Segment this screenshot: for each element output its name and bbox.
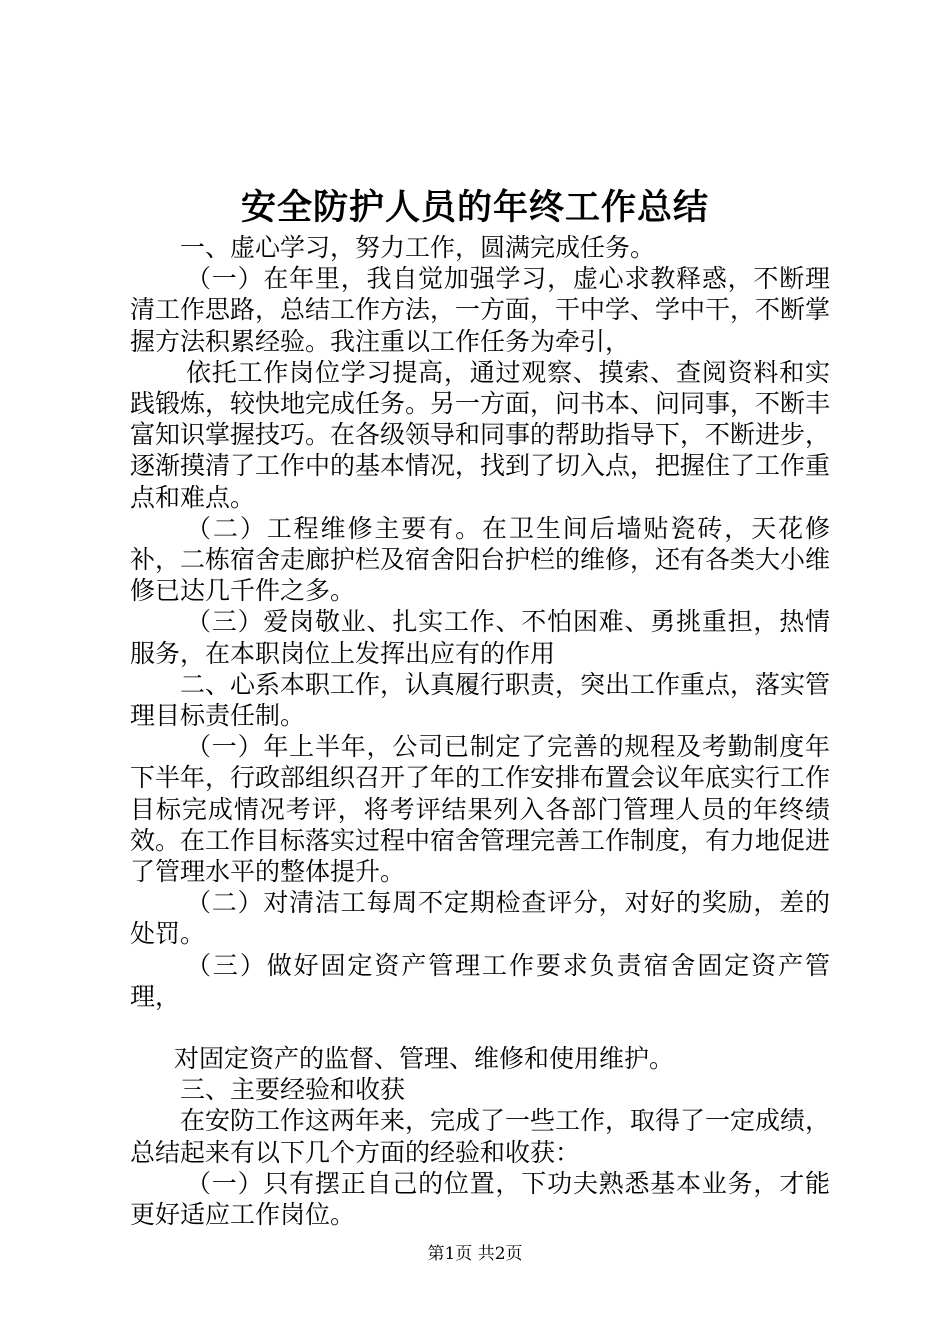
paragraph-2-3-cont: 对固定资产的监督、管理、维修和使用维护。 xyxy=(174,1044,675,1074)
document-title: 安全防护人员的年终工作总结 xyxy=(240,187,709,228)
paragraph-1-2: （二）工程维修主要有。在卫生间后墙贴瓷砖，天花修补，二栋宿舍走廊护栏及宿舍阳台护栏的维修，还有各类大小维修已达几千件之多。 xyxy=(130,513,831,606)
paragraph-1-1-cont: 依托工作岗位学习提高，通过观察、摸索、查阅资料和实践锻炼，较快地完成任务。另一方面，问书本、问同事，不断丰富知识掌握技巧。在各级领导和同事的帮助指导下，不断进步，逐渐摸清了工作中的基本情况，找到了切入点，把握住了工作重点和难点。 xyxy=(130,357,831,512)
paragraph-2-3: （三）做好固定资产管理工作要求负责宿舍固定资产管理， xyxy=(130,950,830,1011)
page-footer: 第1页 共2页 xyxy=(427,1244,523,1264)
paragraph-2-2: （二）对清洁工每周不定期检查评分，对好的奖励，差的处罚。 xyxy=(130,888,830,949)
paragraph-1-1: （一）在年里，我自觉加强学习，虚心求教释惑，不断理清工作思路，总结工作方法，一方面，干中学、学中干，不断掌握方法积累经验。我注重以工作任务为牵引， xyxy=(130,264,831,356)
paragraph-3-intro: 在安防工作这两年来，完成了一些工作，取得了一定成绩，总结起来有以下几个方面的经验和收获： xyxy=(130,1106,831,1167)
document-body xyxy=(130,232,830,1230)
paragraph-2-1: （一）年上半年，公司已制定了完善的规程及考勤制度年下半年，行政部组织召开了年的工作安排布置会议年底实行工作目标完成情况考评，将考评结果列入各部门管理人员的年终绩效。在工作目标落实过程中宿舍管理完善工作制度，有力地促进了管理水平的整体提升。 xyxy=(130,732,831,887)
section-heading-1: 一、虚心学习，努力工作，圆满完成任务。 xyxy=(180,233,656,262)
blank-line xyxy=(130,1012,830,1043)
paragraph-3-1: （一）只有摆正自己的位置，下功夫熟悉基本业务，才能更好适应工作岗位。 xyxy=(130,1168,830,1230)
section-heading-2: 二、心系本职工作，认真履行职责，突出工作重点，落实管理目标责任制。 xyxy=(130,669,831,731)
paragraph-1-3: （三）爱岗敬业、扎实工作、不怕困难、勇挑重担，热情服务，在本职岗位上发挥出应有的作用 xyxy=(130,607,830,668)
section-heading-3: 三、主要经验和收获 xyxy=(180,1075,406,1105)
